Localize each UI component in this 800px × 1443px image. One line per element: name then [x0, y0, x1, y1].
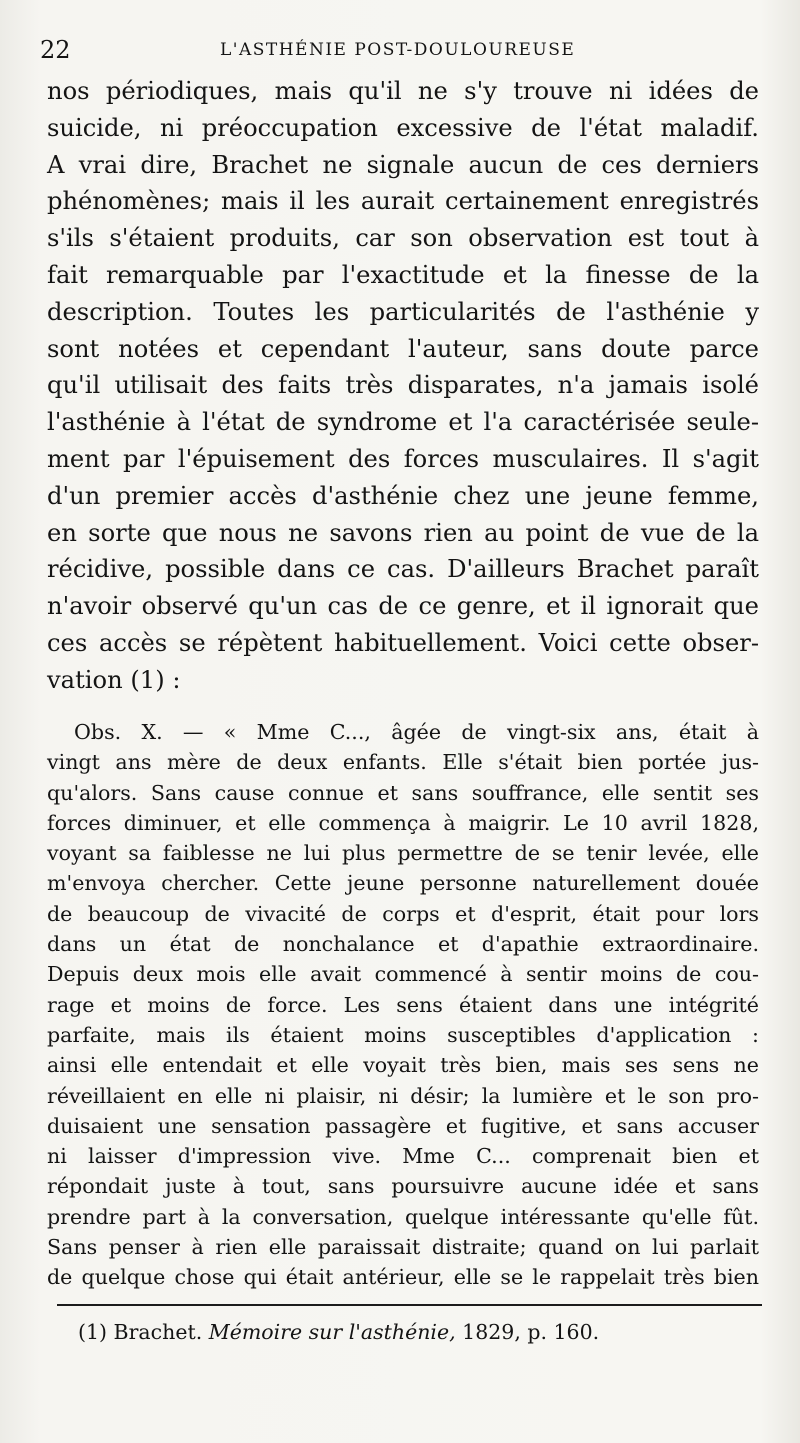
page-header — [40, 32, 760, 68]
text-line: en sorte que nous ne savons rien au point de vue de la — [47, 518, 759, 547]
observation-line: m'envoya chercher. Cette jeune personne naturellement douée — [47, 871, 759, 896]
text-line: s'ils s'étaient produits, car son observation est tout à — [47, 224, 759, 253]
observation-line: forces diminuer, et elle commença à maigrir. Le 10 avril 1828, — [47, 810, 759, 835]
text-line: ment par l'épuisement des forces musculaires. Il s'agit — [47, 444, 759, 473]
observation-line: Sans penser à rien elle paraissait distraite; quand on lui parlait — [47, 1235, 759, 1260]
text-line: fait remarquable par l'exactitude et la finesse de la — [47, 260, 759, 289]
text-line: nos périodiques, mais qu'il ne s'y trouve ni idées de — [47, 77, 759, 105]
observation-line: voyant sa faiblesse ne lui plus permettre de se tenir levée, elle — [47, 841, 759, 866]
text-line: ces accès se répètent habituellement. Voici cette obser- — [47, 628, 759, 657]
footnote-rule — [57, 1304, 762, 1306]
text-line: l'asthénie à l'état de syndrome et l'a caractérisée seule- — [47, 408, 759, 437]
observation-line: vingt ans mère de deux enfants. Elle s'était bien portée jus- — [47, 750, 759, 775]
footnote — [78, 1317, 599, 1347]
text-line: d'un premier accès d'asthénie chez une jeune femme, — [47, 481, 759, 510]
observation-line: de beaucoup de vivacité de corps et d'esprit, était pour lors — [47, 901, 759, 926]
observation-line: répondait juste à tout, sans poursuivre aucune idée et sans — [47, 1174, 759, 1199]
running-head: L'ASTHÉNIE POST-DOULOUREUSE — [220, 40, 576, 60]
observation-line: prendre part à la conversation, quelque intéressante qu'elle fût. — [47, 1204, 759, 1229]
text-line: vation (1) : — [47, 665, 181, 694]
text-line: description. Toutes les particularités de l'asthénie y — [47, 297, 759, 326]
footnote-marker: (1) Brachet. — [78, 1320, 203, 1344]
page-number: 22 — [40, 36, 71, 64]
footnote-title: Mémoire sur l'asthénie, — [208, 1320, 456, 1344]
observation-line: dans un état de nonchalance et d'apathie extraordinaire. — [47, 932, 759, 957]
observation-line: Obs. X. — « Mme C..., âgée de vingt-six ans, était à — [74, 720, 759, 744]
observation-line: de quelque chose qui était antérieur, elle se le rappelait très bien — [47, 1265, 759, 1290]
text-line: A vrai dire, Brachet ne signale aucun de ces derniers — [47, 150, 759, 179]
observation-line: duisaient une sensation passagère et fugitive, et sans accuser — [47, 1113, 759, 1138]
text-line: suicide, ni préoccupation excessive de l'état maladif. — [47, 113, 759, 142]
text-line: qu'il utilisait des faits très disparates, n'a jamais isolé — [47, 371, 759, 400]
footnote-reference: 1829, p. 160. — [462, 1320, 600, 1344]
text-line: récidive, possible dans ce cas. D'ailleurs Brachet paraît — [47, 555, 759, 584]
observation-line: réveillaient en elle ni plaisir, ni désir; la lumière et le son pro- — [47, 1083, 759, 1108]
text-line: phénomènes; mais il les aurait certainement enregistrés — [47, 187, 759, 216]
text-line: sont notées et cependant l'auteur, sans doute parce — [47, 334, 759, 363]
observation-line: qu'alors. Sans cause connue et sans souffrance, elle sentit ses — [47, 780, 759, 805]
observation-block — [47, 717, 759, 1293]
text-line: n'avoir observé qu'un cas de ce genre, et il ignorait que — [47, 592, 759, 621]
observation-line: Depuis deux mois elle avait commencé à sentir moins de cou- — [47, 962, 759, 987]
observation-line: parfaite, mais ils étaient moins susceptibles d'application : — [47, 1022, 759, 1047]
observation-line: rage et moins de force. Les sens étaient dans une intégrité — [47, 992, 759, 1017]
observation-line: ni laisser d'impression vive. Mme C... comprenait bien et — [47, 1144, 759, 1169]
main-paragraph — [47, 73, 759, 699]
observation-line: ainsi elle entendait et elle voyait très bien, mais ses sens ne — [47, 1053, 759, 1078]
